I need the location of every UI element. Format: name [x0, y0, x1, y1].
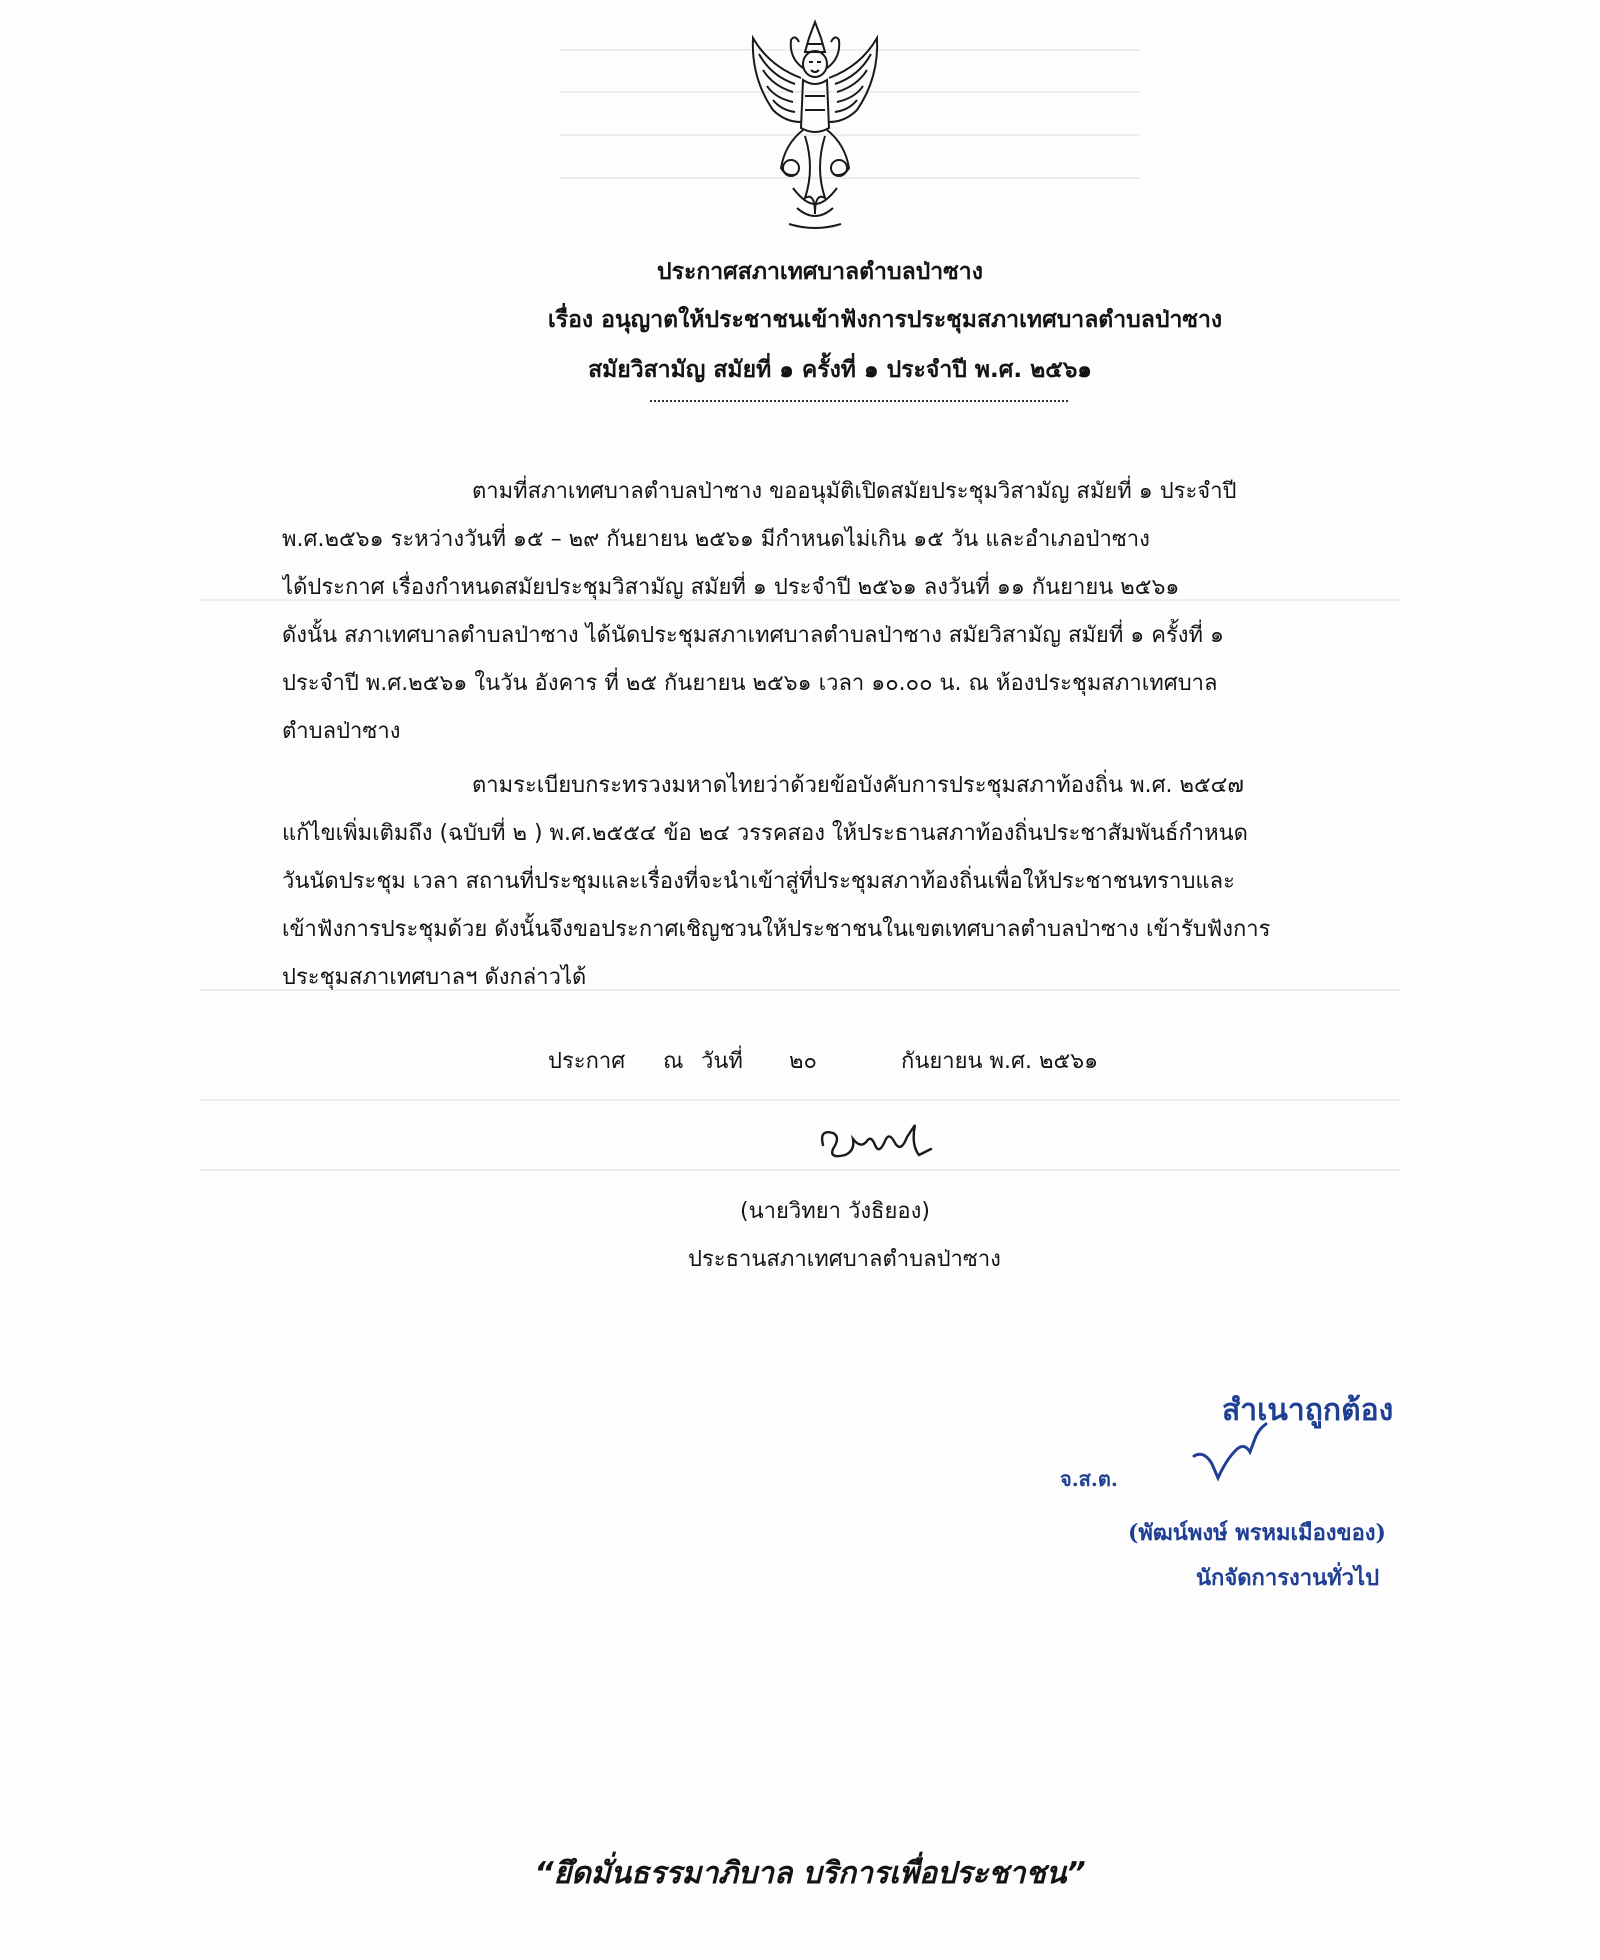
body-paragraph-1: [282, 468, 1430, 756]
certifier-role: นักจัดการงานทั่วไป: [1196, 1565, 1380, 1591]
paragraph-line: เข้าฟังการประชุมด้วย ดังนั้นจึงขอประกาศเชิญชวนให้ประชาชนในเขตเทศบาลตำบลป่าซาง เข้ารับฟังการ: [282, 917, 1271, 942]
paragraph-line: วันนัดประชุม เวลา สถานที่ประชุมและเรื่องที่จะนำเข้าสู่ที่ประชุมสภาท้องถิ่นเพื่อให้ประชาชนทราบและ: [282, 869, 1235, 894]
paragraph-line: ดังนั้น สภาเทศบาลตำบลป่าซาง ได้นัดประชุมสภาเทศบาลตำบลป่าซาง สมัยวิสามัญ สมัยที่ ๑ ครั้งที่ ๑: [282, 623, 1225, 648]
announce-month-year: กันยายน พ.ศ. ๒๕๖๑: [901, 1049, 1099, 1074]
announce-word: ประกาศ: [548, 1049, 626, 1074]
paragraph-line: ประจำปี พ.ศ.๒๕๖๑ ในวัน อังคาร ที่ ๒๕ กันยายน ๒๕๖๑ เวลา ๑๐.๐๐ น. ณ ห้องประชุมสภาเทศบาล: [282, 671, 1218, 696]
garuda-emblem: [745, 18, 885, 233]
certifier-rank: จ.ส.ต.: [1060, 1467, 1118, 1491]
body-paragraph-2: [282, 762, 1430, 1002]
paragraph-line: พ.ศ.๒๕๖๑ ระหว่างวันที่ ๑๕ – ๒๙ กันยายน ๒๕๖๑ มีกำหนดไม่เกิน ๑๕ วัน และอำเภอป่าซาง: [282, 527, 1150, 552]
header-separator: [650, 400, 1068, 402]
footer-motto: “ยึดมั่นธรรมาภิบาล บริการเพื่อประชาชน”: [534, 1856, 1086, 1891]
paragraph-line: ตามที่สภาเทศบาลตำบลป่าซาง ขออนุมัติเปิดสมัยประชุมวิสามัญ สมัยที่ ๑ ประจำปี: [472, 479, 1237, 504]
announcement-heading: ประกาศสภาเทศบาลตำบลป่าซาง: [657, 259, 983, 285]
announcement-date-line: [548, 1042, 1098, 1082]
announce-day: ๒๐: [789, 1049, 817, 1074]
signer-title: ประธานสภาเทศบาลตำบลป่าซาง: [688, 1247, 1001, 1272]
paragraph-line: ตำบลป่าซาง: [282, 719, 401, 744]
announcement-session: สมัยวิสามัญ สมัยที่ ๑ ครั้งที่ ๑ ประจำปี พ.ศ. ๒๕๖๑: [588, 357, 1092, 383]
certifier-name: (พัฒน์พงษ์ พรหมเมืองของ): [1128, 1520, 1386, 1546]
paragraph-line: ตามระเบียบกระทรวงมหาดไทยว่าด้วยข้อบังคับการประชุมสภาท้องถิ่น พ.ศ. ๒๕๔๗: [472, 773, 1244, 798]
president-signature: [815, 1115, 935, 1175]
paragraph-line: แก้ไขเพิ่มเติมถึง (ฉบับที่ ๒ ) พ.ศ.๒๕๕๔ ข้อ ๒๔ วรรคสอง ให้ประธานสภาท้องถิ่นประชาสัมพันธ์กำหนด: [282, 821, 1248, 846]
certified-copy-stamp: สำเนาถูกต้อง: [1222, 1393, 1394, 1428]
announce-day-label: วันที่: [701, 1049, 743, 1074]
announce-at: ณ: [663, 1049, 684, 1074]
certifier-signature: [1190, 1420, 1280, 1500]
announcement-subject: เรื่อง อนุญาตให้ประชาชนเข้าฟังการประชุมสภาเทศบาลตำบลป่าซาง: [547, 307, 1223, 333]
paragraph-line: ประชุมสภาเทศบาลฯ ดังกล่าวได้: [282, 965, 587, 990]
paragraph-line: ได้ประกาศ เรื่องกำหนดสมัยประชุมวิสามัญ สมัยที่ ๑ ประจำปี ๒๕๖๑ ลงวันที่ ๑๑ กันยายน ๒๕๖๑: [282, 575, 1180, 600]
signer-name: (นายวิทยา วังธิยอง): [740, 1199, 930, 1224]
